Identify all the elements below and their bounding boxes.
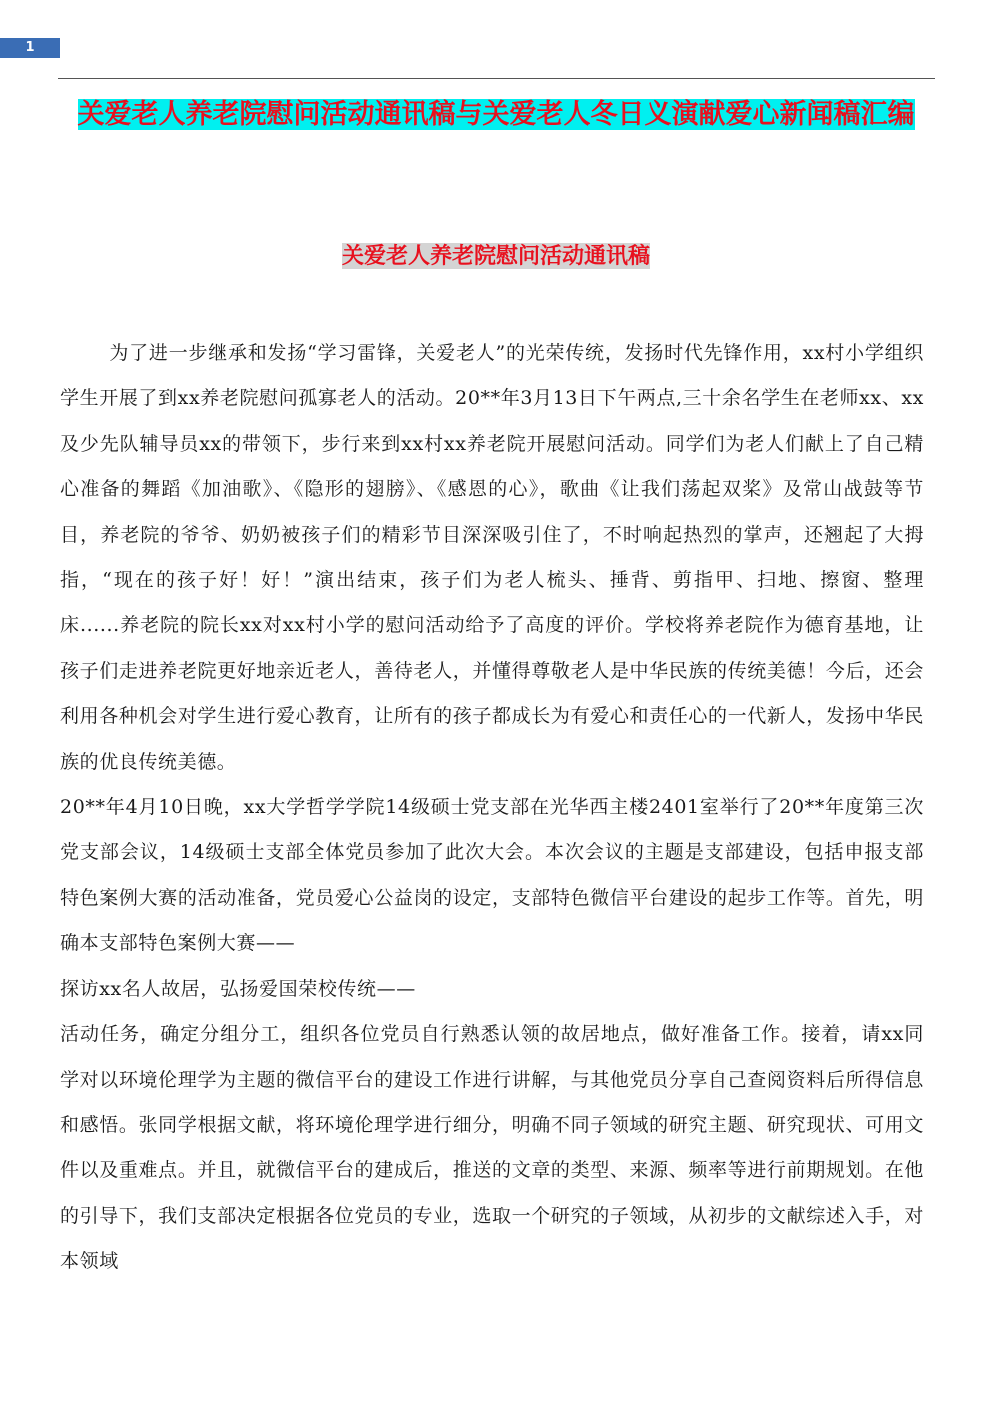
header-divider xyxy=(58,78,935,79)
paragraph-2: 20**年4月10日晚，xx大学哲学学院14级硕士党支部在光华西主楼2401室举行了20**年度第三次党支部会议，14级硕士支部全体党员参加了此次大会。本次会议的主题是支部建设，包括申报支部特色案例大赛的活动准备，党员爱心公益岗的设定，支部特色微信平台建设的起步工作等。首先，明确本支部特色案例大赛—— xyxy=(60,796,924,955)
paragraph-1: 为了进一步继承和发扬“学习雷锋，关爱老人”的光荣传统，发扬时代先锋作用，xx村小学组织学生开展了到xx养老院慰问孤寡老人的活动。20**年3月13日下午两点,三十余名学生在老师xx、xx及少先队辅导员xx的带领下，步行来到xx村xx养老院开展慰问活动。同学们为老人们献上了自己精心准备的舞蹈《加油歌》、《隐形的翅膀》、《感恩的心》，歌曲《让我们荡起双桨》及常山战鼓等节目，养老院的爷爷、奶奶被孩子们的精彩节目深深吸引住了，不时响起热烈的掌声，还翘起了大拇指，“现在的孩子好！好！”演出结束，孩子们为老人梳头、捶背、剪指甲、扫地、擦窗、整理床......养老院的院长xx对xx村小学的慰问活动给予了高度的评价。学校将养老院作为德育基地，让孩子们走进养老院更好地亲近老人，善待老人，并懂得尊敬老人是中华民族的传统美德！今后，还会利用各种机会对学生进行爱心教育，让所有的孩子都成长为有爱心和责任心的一代新人，发扬中华民族的优良传统美德。 xyxy=(60,342,924,773)
document-title-text: 关爱老人养老院慰问活动通讯稿与关爱老人冬日义演献爱心新闻稿汇编 xyxy=(77,99,915,130)
page-number-badge: 1 xyxy=(0,38,60,58)
document-title xyxy=(62,96,930,134)
paragraph-3: 探访xx名人故居，弘扬爱国荣校传统—— xyxy=(60,977,416,1000)
paragraph-4: 活动任务，确定分组分工，组织各位党员自行熟悉认领的故居地点，做好准备工作。接着，请xx同学对以环境伦理学为主题的微信平台的建设工作进行讲解，与其他党员分享自己查阅资料后所得信息和感悟。张同学根据文献，将环境伦理学进行细分，明确不同子领域的研究主题、研究现状、可用文件以及重难点。并且，就微信平台的建成后，推送的文章的类型、来源、频率等进行前期规划。在他的引导下，我们支部决定根据各位党员的专业，选取一个研究的子领域，从初步的文献综述入手，对本领域 xyxy=(60,1023,924,1273)
article-body xyxy=(60,331,924,1285)
section-title xyxy=(62,238,930,274)
section-title-text: 关爱老人养老院慰问活动通讯稿 xyxy=(341,243,650,269)
